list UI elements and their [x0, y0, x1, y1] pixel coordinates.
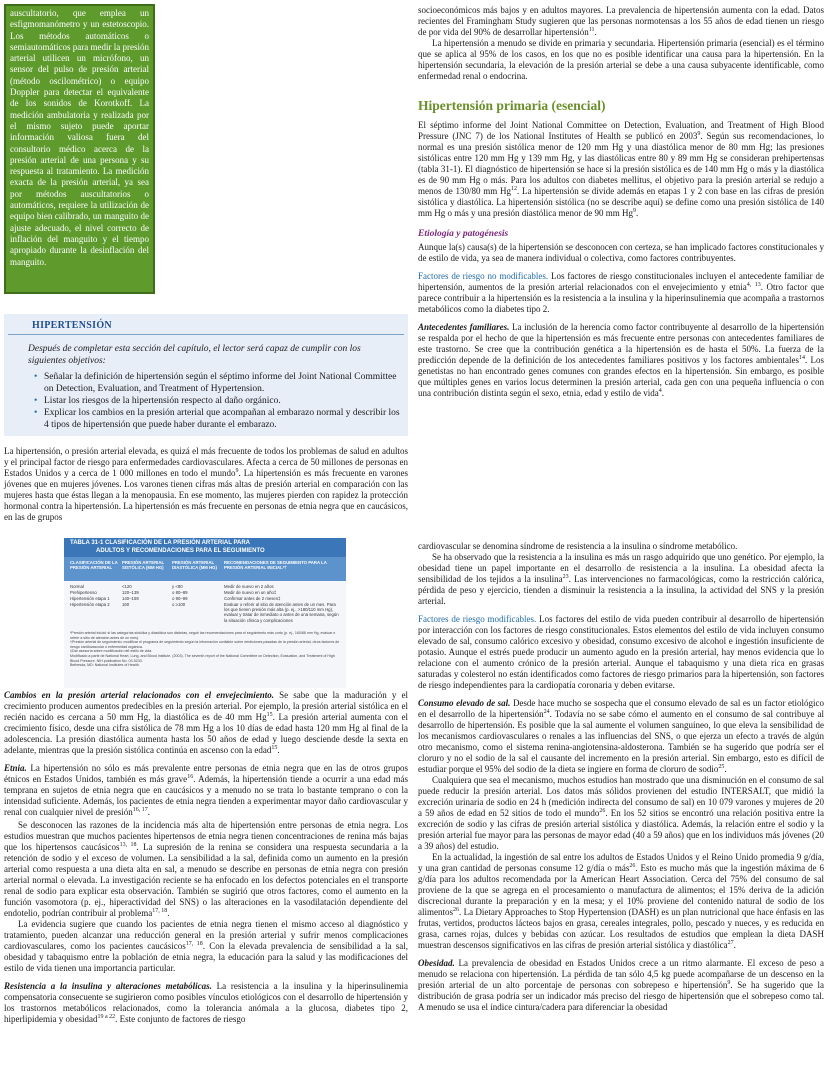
- intersalt-paragraph: Cualquiera que sea el mecanismo, muchos estudios han mostrado que una disminución en el consumo de sal puede reducir la presión arterial. Los datos más sólidos provienen del estudio INTERSALT, que midió la excreción urinaria de sodio en 24 h (medición indirecta del consumo de sal) en 10 079 varones y mujeres de 20 a 59 años de edad en 52 sitios de todo el mundo$^{26}$. En los 52 sitios se encontró una relación positiva entre la excreción de sodio y las cifras de presión arterial sistólica y diastólica. Además, la relación entre el sodio y la presión arterial fue mayor para las personas de mayor edad (40 a 59 años) que en los individuos más jóvenes (20 a 39 años) del estudio.: [418, 775, 825, 851]
- table-cell: Evaluar o referir al sitio de atención antes de un mes. Para los que tienen presión más alta (p. ej., >180/110 mm Hg), evaluar y tratar de inmediato o antes de una semana, según la situación clínica y complicaciones: [224, 602, 339, 623]
- table-cell: Hipertensión etapa 1: [70, 596, 110, 601]
- table-cell: o ≥100: [172, 602, 186, 607]
- ethnic-paragraph: Etnia. La hipertensión no sólo es más prevalente entre personas de etnia negra que en las de otros grupos étnicos en Estados Unidos, también es más grave$^{16}$. Además, la hipertensión tiende a ocurrir a una edad más temprana en sujetos de etnia negra que en caucásicos y a menudo no se trata lo bastante temprano o con la intensidad suficiente. Además, los pacientes de etnia negra tienden a experimentar mayor daño cardiovascular y renal con cualquier nivel de presión$^{16, 17}$.: [4, 763, 408, 817]
- ethnic-paragraph-2: Se desconocen las razones de la incidencia más alta de hipertensión entre personas de etnia negra. Los estudios muestran que muchos pacientes hipertensos de etnia negra tienen concentraciones de renina más bajas que los hipertensos caucásicos$^{13, 18}$. La supresión de la renina se considera una respuesta secundaria a la retención de sodio y el exceso de volumen. La sensibilidad a la sal, definida como un aumento en la presión arterial como respuesta a una dieta alta en sal, a menudo se describe en personas de etnia negra con presión arterial normal o elevada. La investigación reciente se ha enfocado en los defectos potenciales en el transporte renal de sodio para explicar esta observación. También se sugirió que otros factores, como el aumento en la función vasomotora (p. ej., hiperactividad del SNS) o las alteraciones en la vasodilatación dependiente del endotelio, podrían contribuir al problema$^{17, 18}$.: [4, 820, 409, 918]
- insulin-paragraph: Resistencia a la insulina y alteraciones metabólicas. La resistencia a la insulina y la hiperinsulinemia compensatoria consecuente se sugirieron como posibles vínculos etiológicos con el desarrollo de hipertensión y los trastornos metabólicos relacionados, como la tolerancia anómala a la glucosa, diabetes tipo 2, hiperlipidemia y obesidad$^{19 a 22}$. Este conjunto de factores de riesgo: [4, 981, 408, 1024]
- objectives-rule: [8, 334, 404, 335]
- table-col-header: CLASIFICACIÓN DE LA PRESIÓN ARTERIAL: [70, 560, 118, 570]
- metabolic-syndrome-line: cardiovascular se denomina síndrome de resistencia a la insulina o síndrome metabólico.: [418, 541, 738, 551]
- nonmodifiable-paragraph: Factores de riesgo no modificables. Los factores de riesgo constitucionales incluyen el antecedente familiar de hipertensión, aumentos de la presión arterial relacionados con el envejecimiento y etnia$^{4,}$ $^{13}$. Otro factor que parece contribuir a la hipertensión es la resistencia a la insulina y la hiperinsulinemia que acompaña a trastornos metabólicos como la diabetes tipo 2.: [418, 271, 825, 314]
- measurement-sidebar-box: [4, 4, 155, 294]
- table-cell: Hipertensión etapa 2: [70, 602, 110, 607]
- table-cell: o 80–89: [172, 590, 188, 595]
- primary-secondary-paragraph: La hipertensión a menudo se divide en primaria y secundaria. Hipertensión primaria (esencial) es el término que se aplica al 95% de los casos, en los que no es posible identificar una causa para la hipertensión. En la hipertensión secundaria, la elevación de la presión arterial se debe a una causa subyacente identificable, como enfermedad renal o endocrina.: [418, 38, 824, 81]
- jnc7-paragraph: El séptimo informe del Joint National Committee on Detection, Evaluation, and Treatment of High Blood Pressure (JNC 7) de los National Institutes of Health se publicó en 2003$^9$. Según sus recomendaciones, lo normal es una presión sistólica menor de 120 mm Hg y una diastólica menor de 80 mm Hg; las presiones sistólicas entre 120 mm Hg y 139 mm Hg, y las diastólicas entre 80 y 89 mm Hg se consideran prehipertensas (tabla 31-1). El diagnóstico de hipertensión se hace si la presión sistólica es de 140 mm Hg o más y la diastólica es de 90 mm Hg o más. Para los adultos con diabetes mellitus, el objetivo para la presión arterial se redujo a menos de 130/80 mm Hg$^{12}$. La hipertensión se divide además en etapas 1 y 2 con base en las cifras de presión sistólica y diastólica. La hipertensión sistólica (no se describe aquí) se define como una presión sistólica de 140 mm Hg o más y una presión diastólica menor de 90 mm Hg$^9$.: [418, 120, 824, 218]
- primary-hypertension-heading: Hipertensión primaria (esencial): [418, 98, 606, 113]
- table-col-header: PRESIÓN ARTERIAL SISTÓLICA (MM HG): [122, 560, 165, 570]
- table-cell: 120–139: [122, 590, 139, 595]
- table-cell: Medir de nuevo en un año‡: [224, 590, 277, 595]
- table-body: [64, 581, 346, 629]
- table-header-row: [64, 557, 346, 581]
- objective-item: • Señalar la definición de hipertensión según el séptimo informe del Joint National Committee on Detection, Evaluation, and Treatment of Hypertension.: [36, 371, 400, 395]
- left-body: [4, 690, 408, 1025]
- table-cell: Normal: [70, 584, 84, 589]
- obesity-paragraph: Obesidad. La prevalencia de obesidad en Estados Unidos crece a un ritmo alarmante. El exceso de peso a menudo se relaciona con hipertensión. La pérdida de tan sólo 4,5 kg puede acompañarse de un descenso en la presión arterial de un alto porcentaje de personas con sobrepeso e hipertensión$^9$. Se ha sugerido que la distribución de grasa podría ser un indicador más preciso del riesgo de hipertensión que el sobrepeso como tal. A menudo se usa el índice cintura/cadera para diferenciar la obesidad: [418, 958, 824, 1012]
- table-cell: Medir de nuevo en 2 años: [224, 584, 274, 589]
- sidebar-text: auscultatorio, que emplea un esfigmomanómetro y un estetoscopio. Los métodos automáticos o semiautomáticos para medir la presión arterial utilicen un micrófono, un sensor del pulso de presión arterial (método oscilométrico) o equipo Doppler para detectar el equivalente de los sonidos de Korotkoff. La medición ambulatoria y realizada por el mismo sujeto puede aportar información valiosa fuera del consultorio médico acerca de la presión arterial de una persona y su respuesta al tratamiento. La medición exacta de la presión arterial, ya sea por métodos auscultatorios o automáticos, requiere la utilización de equipo bien calibrado, un manguito de ajuste adecuado, el nivel correcto de inflación del manguito y el tiempo apropiado durante la desinflación del manguito.: [10, 8, 149, 267]
- objective-item: • Explicar los cambios en la presión arterial que acompañan al embarazo normal y describir los 4 tipos de hipertensión que puede haber durante el embarazo.: [36, 407, 400, 431]
- learning-objectives-box: [4, 314, 408, 436]
- modifiable-paragraph: Factores de riesgo modificables. Los factores del estilo de vida pueden contribuir al desarrollo de hipertensión por interacción con los factores de riesgo constitucionales. Estos elementos del estilo de vida incluyen consumo elevado de sal, consumo calórico excesivo y obesidad, consumo excesivo de alcohol e ingestión insuficiente de potasio. Aunque el estrés puede producir un aumento agudo en la presión arterial, hay menos evidencia que lo relacione con el aumento crónico de la presión arterial. Aunque el tabaquismo y una dieta rica en grasas saturadas y colesterol no están identificados como factores de riesgo primarios para la hipertensión, son factores de riesgo independientes para la cardiopatía coronaria y deben evitarse.: [418, 614, 824, 690]
- table-note: Bethesda, MD: National Institutes of Health.: [70, 663, 140, 668]
- objectives-heading: HIPERTENSIÓN: [32, 320, 112, 331]
- table-notes: [64, 629, 346, 670]
- table-cell: y <80: [172, 584, 183, 589]
- etiology-heading: Etiología y patogénesis: [418, 229, 509, 239]
- salt-paragraph: Consumo elevado de sal. Desde hace mucho se sospecha que el consumo elevado de sal es un factor etiológico en el desarrollo de la hipertensión$^{24}$. Todavía no se sabe cómo el aumento en el consumo de sal contribuye al desarrollo de hipertensión. Es posible que la sal aumente el volumen sanguíneo, lo que eleva la sensibilidad de los mecanismos cardiovasculares o renales a las influencias del SNS, o que ejerza un efecto a través de algún otro mecanismo, como el sistema renina-angiotensina-aldosterona. También se ha sugerido que podría ser el cloruro y no el sodio de la sal el causante del incremento en la presión arterial. Sin embargo, esto es difícil de estudiar porque el 95% del sodio de la dieta se ingiere en forma de cloruro de sodio$^{25}$.: [418, 698, 824, 774]
- objective-item: • Listar los riesgos de la hipertensión respecto al daño orgánico.: [36, 395, 400, 407]
- table-cell: <120: [122, 584, 132, 589]
- table-col-header: PRESIÓN ARTERIAL DIASTÓLICA (MM HG): [172, 560, 217, 570]
- objectives-list: [36, 371, 400, 431]
- table-cell: o 90–99: [172, 596, 188, 601]
- aging-paragraph: Cambios en la presión arterial relacionados con el envejecimiento. Se sabe que la maduración y el crecimiento producen aumentos predecibles en la presión arterial. Por ejemplo, la presión arterial sistólica en el recién nacido es cercana a 50 mm Hg, la diastólica es de 40 mm Hg$^{15}$. La presión arterial aumenta con el crecimiento físico, desde una cifra sistólica de 78 mm Hg a los 10 días de edad hasta 120 mm Hg al final de la adolescencia. La presión diastólica aumenta hasta los 50 años de edad y luego desciende desde la sexta en adelante, mientras que la presión sistólica continúa en ascenso con la edad$^{15}$.: [4, 690, 408, 755]
- table-cell: Prehipertenso: [70, 590, 97, 595]
- right-intro-paragraph: socioeconómicos más bajos y en adultos mayores. La prevalencia de hipertensión aumenta con la edad. Datos recientes del Framingham Study sugieren que las personas normotensas a los 55 años de edad tienen un riesgo de por vida del 90% de desarrollar hipertensión$^{11}$.: [418, 5, 824, 37]
- table-31-1: [64, 538, 346, 688]
- intro-paragraph: La hipertensión, o presión arterial elevada, es quizá el más frecuente de todos los problemas de salud en adultos y el principal factor de riesgo para enfermedades cardiovasculares. Afecta a cerca de 50 millones de personas en Estados Unidos y a cerca de 1 000 millones en todo el mundo$^9$. La hipertensión es más frecuente en varones jóvenes que en mujeres jóvenes. Los varones tienen cifras más altas de presión arterial en comparación con las mujeres hasta que éstas llegan a la menopausia. En ese momento, las mujeres pierden con rapidez la protección hormonal contra la hipertensión. La hipertensión es más frecuente en personas de etnia negra que en caucásicos, en las de grupos: [4, 446, 408, 522]
- objectives-intro: Después de completar esta sección del capítulo, el lector será capaz de cumplir con los siguientes objetivos:: [28, 344, 361, 366]
- table-note: *Presión arterial inicial: si las categorías sistólica y diastólica son distintas, seguir las recomendaciones para el seguimiento más corto (p. ej., 160/86 mm Hg, evaluar o referir a sitio de atención antes de un mes).: [70, 631, 336, 640]
- salt-intake-paragraph: En la actualidad, la ingestión de sal entre los adultos de Estados Unidos y el Reino Unido promedia 9 g/día, y una gran cantidad de personas consume 12 g/día o más$^{26}$. Esto es mucho más que la ingestión máxima de 6 g/día para los adultos recomendada por la American Heart Association. Cerca del 75% del consumo de sal proviene de la que se agrega en el procesamiento o manufactura de alimentos; el 15% deriva de la adición discrecional durante la preparación y en la mesa; y el 10% proviene del contenido natural de sodio de los alimentos$^{26}$. La Dietary Approaches to Stop Hypertension (DASH) es un plan nutricional que hace énfasis en las frutas, vertidos, productos lácteos bajos en grasa, cereales integrales, pollo, pescado y nueces, y es reducida en grasa, carnes rojas, dulces y bebidas con azúcar. Los resultados de estudios que emplean la dieta DASH muestran descensos significativos en las cifras de presión arterial sistólica y diastólica$^{27}$.: [418, 852, 824, 950]
- table-cell: 140–159: [122, 596, 139, 601]
- table-note: Modificado a partir de National Heart, Lung, and Blood Institute. (2003). The seventh report of the National Committee on Detection, Evaluation, and Treatment of High Blood Pressure. NIH publication No. 03-5233.: [70, 653, 335, 663]
- left-intro: [4, 446, 408, 523]
- table-col-header: RECOMENDACIONES DE SEGUIMIENTO PARA LA PRESIÓN ARTERIAL INICIAL*†: [224, 560, 327, 570]
- table-cell: Confirmar antes de 2 meses‡: [224, 596, 281, 601]
- table-title: TABLA 31-1 CLASIFICACIÓN DE LA PRESIÓN ARTERIAL PARA ADULTOS Y RECOMENDACIONES PARA EL SEGUIMIENTO: [64, 538, 346, 557]
- table-note: †Presión arterial de seguimiento: modificar el programa de seguimiento según la información confiable sobre mediciones pasadas de la presión arterial, otros factores de riesgo cardiovascular o enfermedad orgánica.: [70, 640, 340, 649]
- etiology-paragraph: Aunque la(s) causa(s) de la hipertensión se desconocen con certeza, se han implicado factores constitucionales y de estilo de vida, ya sea de manera individual o colectiva, como factores contribuyentes.: [418, 242, 824, 263]
- ethnic-paragraph-3: La evidencia sugiere que cuando los pacientes de etnia negra tienen el mismo acceso al diagnóstico y tratamiento, pueden alcanzar una reducción general en la presión arterial y sufrir menos complicaciones cardiovasculares, como los pacientes caucásicos$^{17, 18}$. Con la elevada prevalencia de sensibilidad a la sal, obesidad y tabaquismo entre la población de etnia negra, la educación para la salud y las modificaciones del estilo de vida tienen una importancia particular.: [4, 919, 408, 973]
- table-cell: 160: [122, 602, 130, 607]
- insulin-obesity-paragraph: Se ha observado que la resistencia a la insulina es más un rasgo adquirido que uno genético. Por ejemplo, la obesidad tiene un papel importante en el desarrollo de resistencia a la insulina. La obesidad afecta la sensibilidad de los tejidos a la insulina$^{23}$. Las intervenciones no farmacológicas, como la restricción calórica, pérdida de peso y ejercicio, tienden a disminuir la resistencia a la insulina, la actividad del SNS y la presión arterial.: [418, 552, 824, 606]
- right-top: [418, 5, 824, 399]
- right-bottom: [418, 541, 824, 1013]
- table-note: ‡Dar asesoría sobre modificación del estilo de vida.: [70, 649, 153, 654]
- family-history-paragraph: Antecedentes familiares. La inclusión de la herencia como factor contribuyente al desarrollo de la hipertensión se respalda por el hecho de que la hipertensión es más frecuente entre personas con antecedentes familiares de este trastorno. Se cree que la contribución genética a la hipertensión es de hasta el 50%. La fuerza de la predicción depende de la definición de los antecedentes familiares positivos y los factores ambientales$^{14}$. Los genetistas no han encontrado genes comunes con grandes efectos en la hipertensión. Sin embargo, es posible que múltiples genes en varios locus determinen la presión arterial, cada gen con una pequeña influencia o con una contribución distinta según el sexo, etnia, edad y estilo de vida$^4$.: [418, 322, 825, 398]
